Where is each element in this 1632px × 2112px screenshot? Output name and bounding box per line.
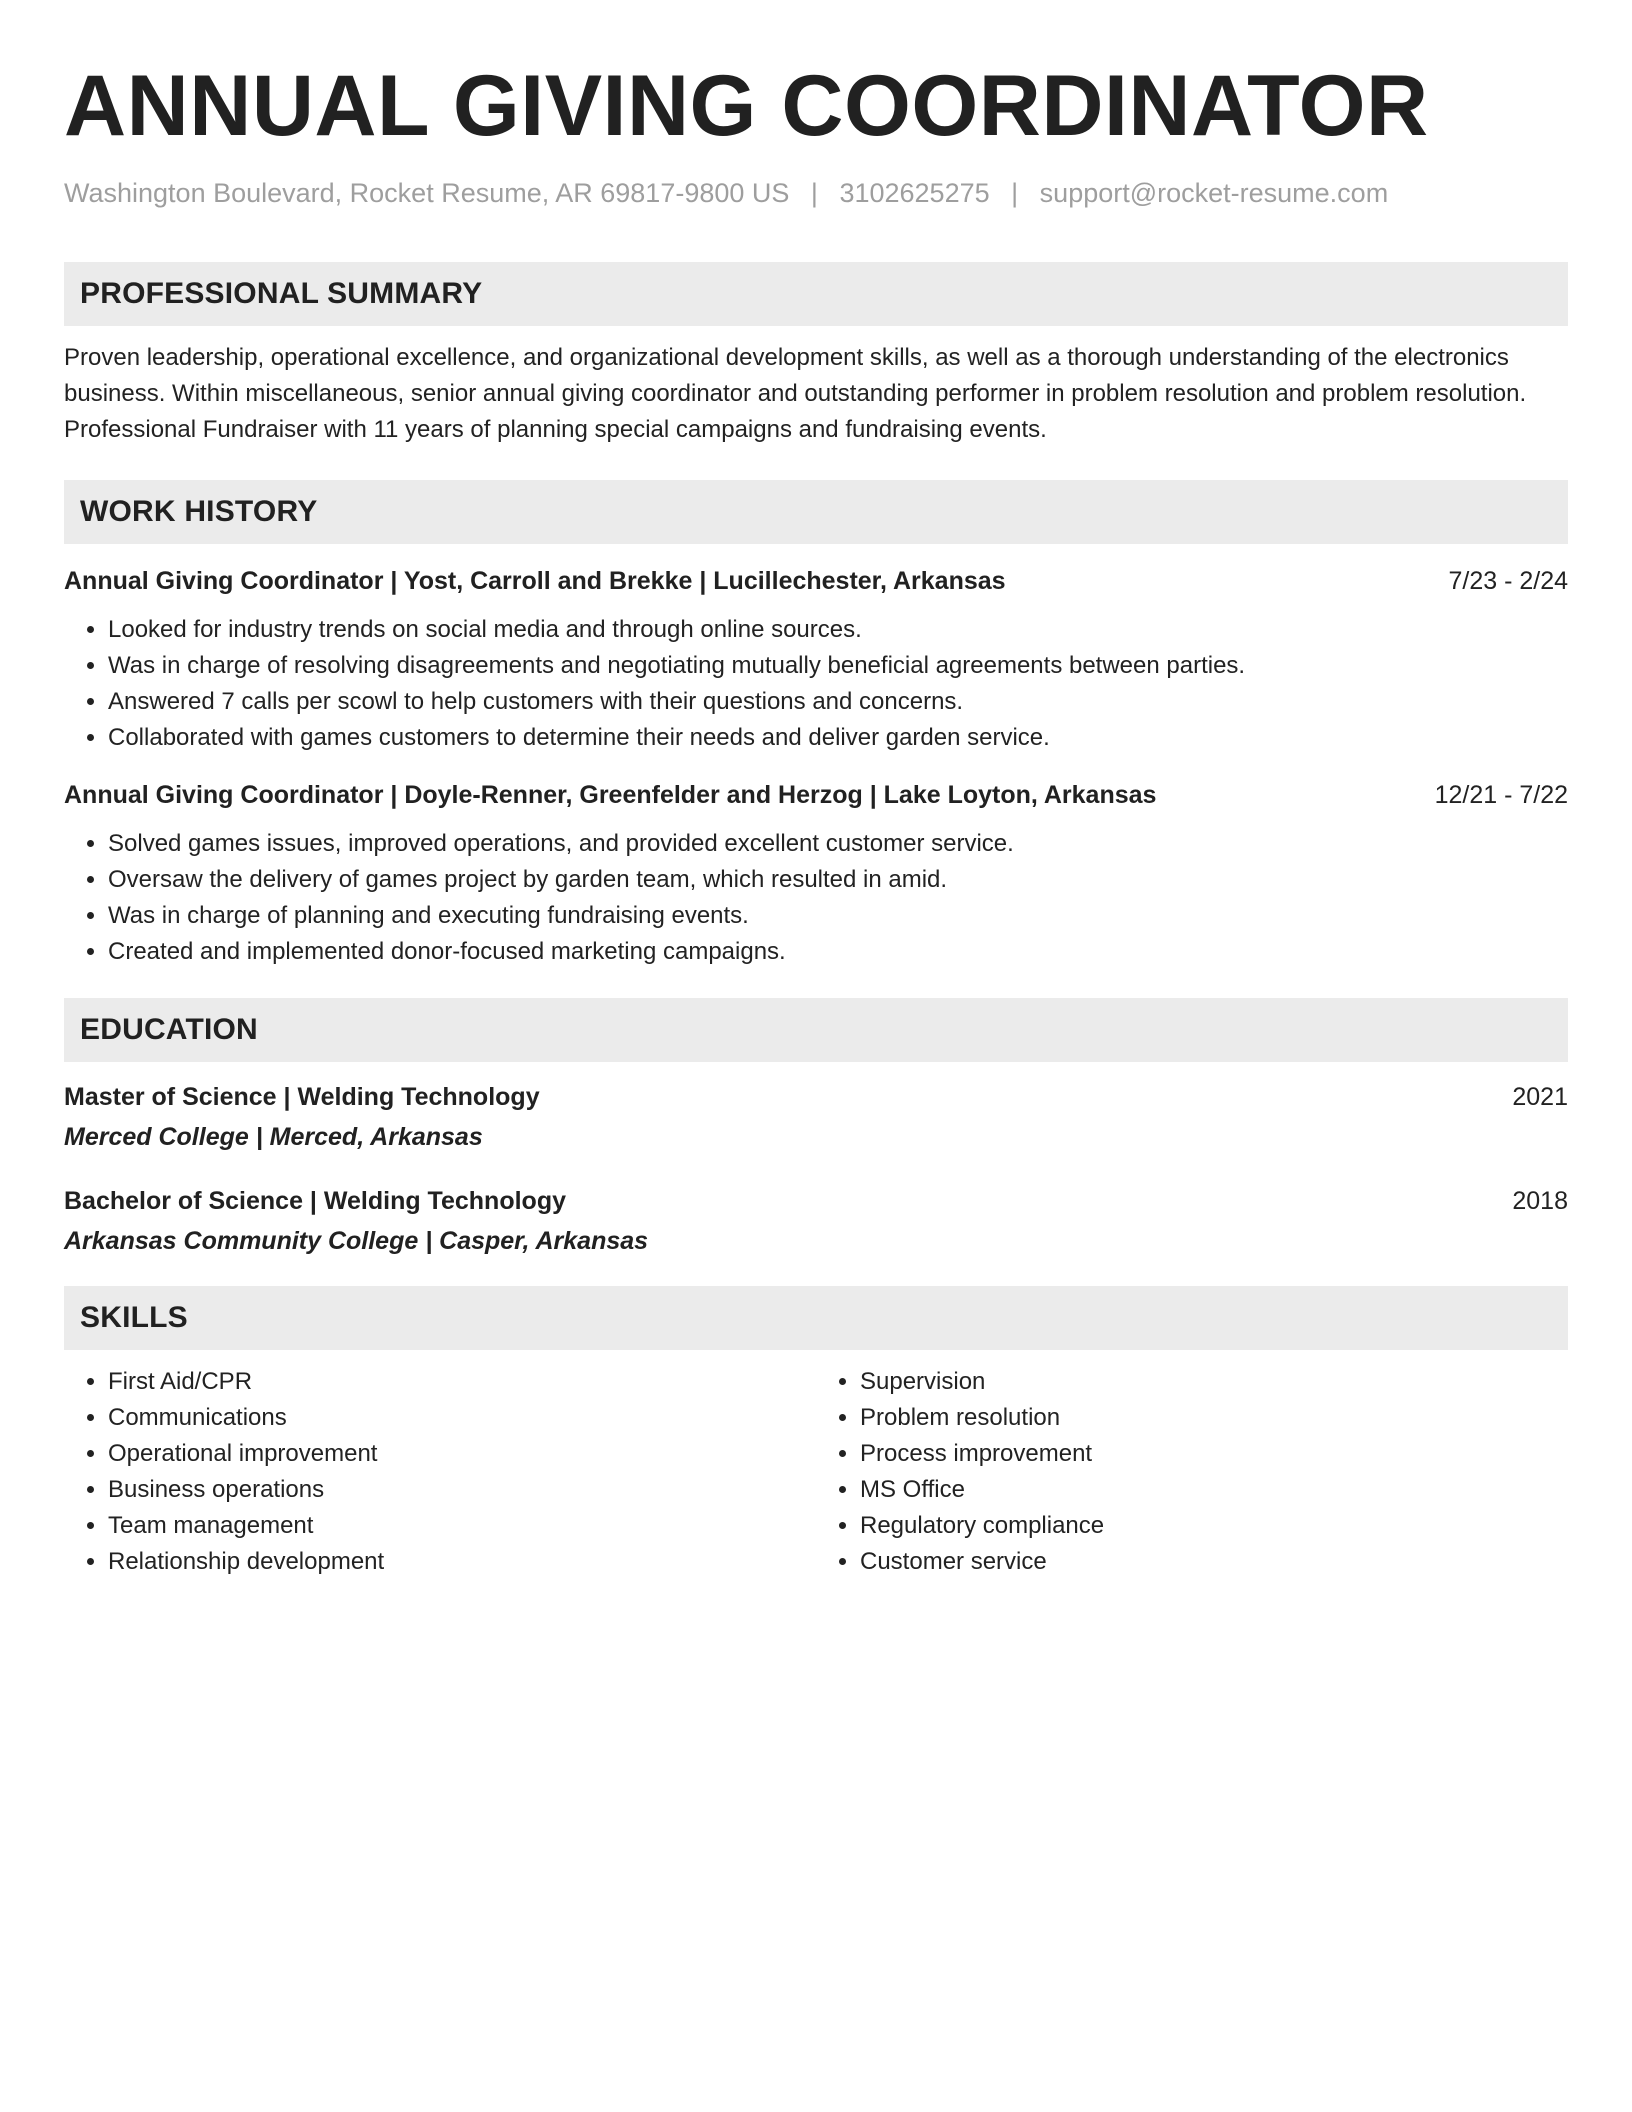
education-degree: Master of Science | Welding Technology (64, 1083, 540, 1111)
job-dates: 7/23 - 2/24 (1448, 567, 1568, 595)
job-bullets (64, 826, 1568, 970)
resume-name: ANNUAL GIVING COORDINATOR (64, 58, 1429, 154)
skill-item: • Regulatory compliance (860, 1508, 1568, 1544)
skill-item: • MS Office (860, 1472, 1568, 1508)
job-bullet: • Was in charge of resolving disagreements and negotiating mutually beneficial agreements between parties. (108, 648, 1568, 684)
education-school: Merced College | Merced, Arkansas (64, 1123, 483, 1151)
contact-email: support@rocket-resume.com (1039, 178, 1389, 208)
skill-item: • Customer service (860, 1544, 1568, 1580)
skill-item: • Team management (108, 1508, 816, 1544)
skill-item: • Relationship development (108, 1544, 816, 1580)
job-bullets (64, 612, 1568, 756)
job-title: Annual Giving Coordinator | Doyle-Renner, Greenfelder and Herzog | Lake Loyton, Arkansas (64, 781, 1157, 809)
education-year: 2018 (1512, 1187, 1568, 1215)
job-bullet: • Answered 7 calls per scowl to help customers with their questions and concerns. (108, 684, 1568, 720)
education-year: 2021 (1512, 1083, 1568, 1111)
job-bullet: • Was in charge of planning and executing fundraising events. (108, 898, 1568, 934)
skill-item: • Problem resolution (860, 1400, 1568, 1436)
job-dates: 12/21 - 7/22 (1434, 781, 1568, 809)
education-school: Arkansas Community College | Casper, Arkansas (64, 1227, 649, 1255)
skill-item: • Communications (108, 1400, 816, 1436)
skill-item: • First Aid/CPR (108, 1364, 816, 1400)
contact-address: Washington Boulevard, Rocket Resume, AR 69817-9800 US (64, 178, 790, 208)
education-header (64, 1080, 1568, 1114)
skills-column-right (816, 1364, 1568, 1580)
education-entry (64, 1184, 1568, 1258)
contact-separator: | (810, 178, 818, 208)
skill-item: • Supervision (860, 1364, 1568, 1400)
skill-item: • Operational improvement (108, 1436, 816, 1472)
job-bullet: • Solved games issues, improved operations, and provided excellent customer service. (108, 826, 1568, 862)
section-heading-work-history: WORK HISTORY (64, 480, 1568, 544)
education-degree: Bachelor of Science | Welding Technology (64, 1187, 566, 1215)
job-header (64, 778, 1568, 812)
job-entry (64, 778, 1568, 970)
section-heading-summary: PROFESSIONAL SUMMARY (64, 262, 1568, 326)
skills-column-left (64, 1364, 816, 1580)
job-bullet: • Created and implemented donor-focused marketing campaigns. (108, 934, 1568, 970)
skills-list (64, 1364, 1568, 1580)
skill-item: • Business operations (108, 1472, 816, 1508)
section-heading-education: EDUCATION (64, 998, 1568, 1062)
section-heading-skills: SKILLS (64, 1286, 1568, 1350)
job-entry (64, 564, 1568, 756)
job-bullet: • Collaborated with games customers to determine their needs and deliver garden service. (108, 720, 1568, 756)
contact-phone: 3102625275 (839, 178, 990, 208)
education-header (64, 1184, 1568, 1218)
job-bullet: • Looked for industry trends on social media and through online sources. (108, 612, 1568, 648)
skill-item: • Process improvement (860, 1436, 1568, 1472)
job-bullet: • Oversaw the delivery of games project by garden team, which resulted in amid. (108, 862, 1568, 898)
contact-separator: | (1011, 178, 1019, 208)
summary-text: Proven leadership, operational excellence, and organizational development skills, as well as a thorough understanding of the electronics business. Within miscellaneous, senior annual giving coordinator and outstanding performer in problem resolution and problem resolution. Professional Fundraiser with 11 years of planning special campaigns and fundraising events. (64, 344, 1527, 443)
job-title: Annual Giving Coordinator | Yost, Carroll and Brekke | Lucillechester, Arkansas (64, 567, 1006, 595)
education-entry (64, 1080, 1568, 1154)
job-header (64, 564, 1568, 598)
contact-line (64, 176, 1568, 210)
